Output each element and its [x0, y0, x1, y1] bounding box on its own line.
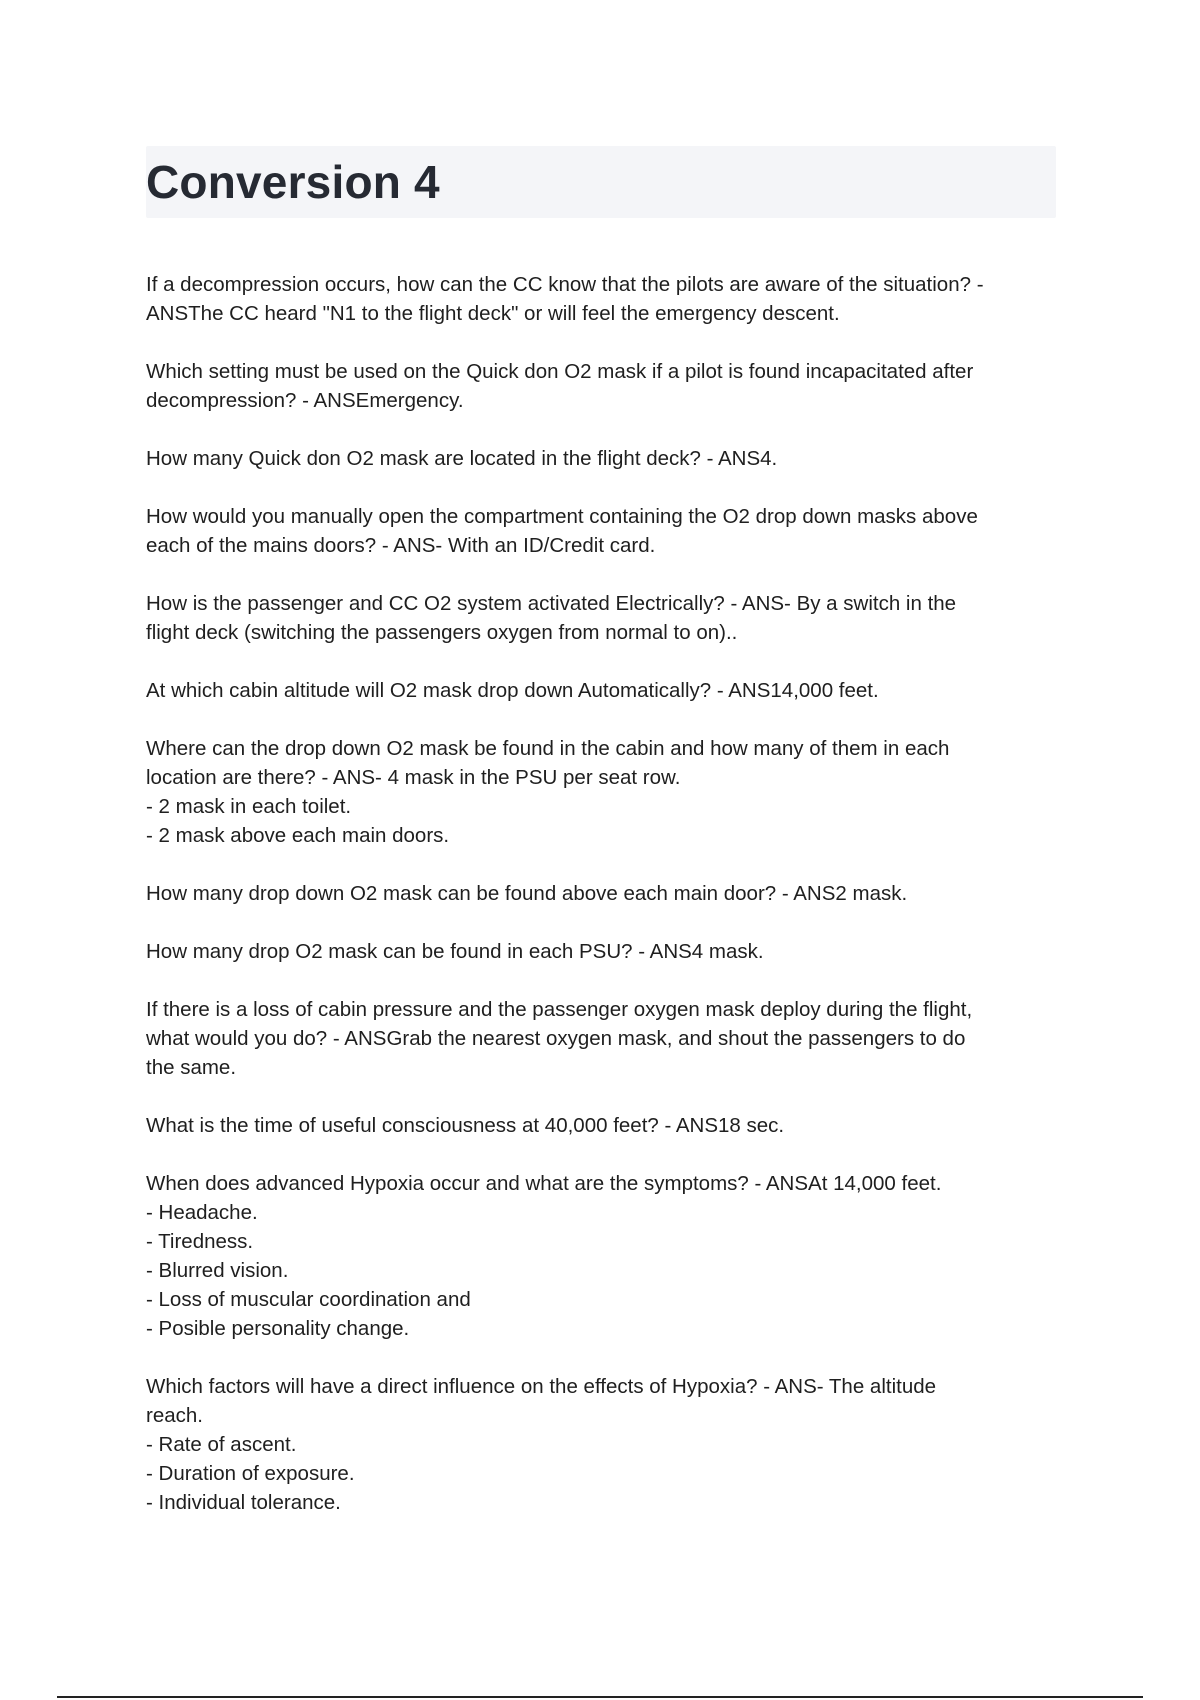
qa-line: - Rate of ascent.: [146, 1433, 297, 1456]
qa-entry: [146, 444, 1056, 473]
qa-entry: [146, 1372, 1056, 1517]
qa-line: - Individual tolerance.: [146, 1491, 341, 1514]
qa-entry: [146, 1169, 1056, 1343]
qa-line: ANSThe CC heard "N1 to the flight deck" or will feel the emergency descent.: [146, 302, 840, 325]
qa-line: When does advanced Hypoxia occur and what are the symptoms? - ANSAt 14,000 feet.: [146, 1172, 942, 1195]
qa-line: What is the time of useful consciousness at 40,000 feet? - ANS18 sec.: [146, 1114, 785, 1137]
qa-line: what would you do? - ANSGrab the nearest oxygen mask, and shout the passengers to do: [146, 1027, 966, 1050]
qa-line: Which setting must be used on the Quick don O2 mask if a pilot is found incapacitated after: [146, 360, 974, 383]
qa-line: How would you manually open the compartment containing the O2 drop down masks above: [146, 505, 978, 528]
qa-entry: [146, 357, 1056, 415]
qa-line: Where can the drop down O2 mask be found in the cabin and how many of them in each: [146, 737, 950, 760]
qa-line: Which factors will have a direct influence on the effects of Hypoxia? - ANS- The altitude: [146, 1375, 937, 1398]
qa-line: flight deck (switching the passengers oxygen from normal to on)..: [146, 621, 738, 644]
qa-line: - 2 mask in each toilet.: [146, 795, 352, 818]
page-title: Conversion 4: [146, 156, 440, 208]
qa-line: If a decompression occurs, how can the CC know that the pilots are aware of the situation? -: [146, 273, 984, 296]
qa-line: - Tiredness.: [146, 1230, 254, 1253]
qa-line: - Blurred vision.: [146, 1259, 289, 1282]
qa-line: How many drop O2 mask can be found in each PSU? - ANS4 mask.: [146, 940, 764, 963]
qa-line: the same.: [146, 1056, 237, 1079]
qa-line: How many Quick don O2 mask are located in the flight deck? - ANS4.: [146, 447, 778, 470]
qa-entry: [146, 1111, 1056, 1140]
qa-line: - 2 mask above each main doors.: [146, 824, 450, 847]
qa-entry: [146, 589, 1056, 647]
qa-line: decompression? - ANSEmergency.: [146, 389, 464, 412]
qa-entry: [146, 676, 1056, 705]
qa-line: How many drop down O2 mask can be found above each main door? - ANS2 mask.: [146, 882, 908, 905]
footer-divider: [57, 1696, 1143, 1698]
qa-list: [146, 270, 1056, 1546]
qa-line: - Duration of exposure.: [146, 1462, 355, 1485]
qa-line: If there is a loss of cabin pressure and the passenger oxygen mask deploy during the flight,: [146, 998, 973, 1021]
qa-line: reach.: [146, 1404, 203, 1427]
qa-line: location are there? - ANS- 4 mask in the PSU per seat row.: [146, 766, 681, 789]
qa-line: each of the mains doors? - ANS- With an ID/Credit card.: [146, 534, 656, 557]
qa-entry: [146, 270, 1056, 328]
qa-entry: [146, 734, 1056, 850]
qa-line: - Headache.: [146, 1201, 258, 1224]
qa-entry: [146, 502, 1056, 560]
qa-line: - Posible personality change.: [146, 1317, 410, 1340]
qa-line: At which cabin altitude will O2 mask drop down Automatically? - ANS14,000 feet.: [146, 679, 879, 702]
qa-line: How is the passenger and CC O2 system activated Electrically? - ANS- By a switch in the: [146, 592, 957, 615]
qa-line: - Loss of muscular coordination and: [146, 1288, 471, 1311]
qa-entry: [146, 937, 1056, 966]
qa-entry: [146, 995, 1056, 1082]
qa-entry: [146, 879, 1056, 908]
